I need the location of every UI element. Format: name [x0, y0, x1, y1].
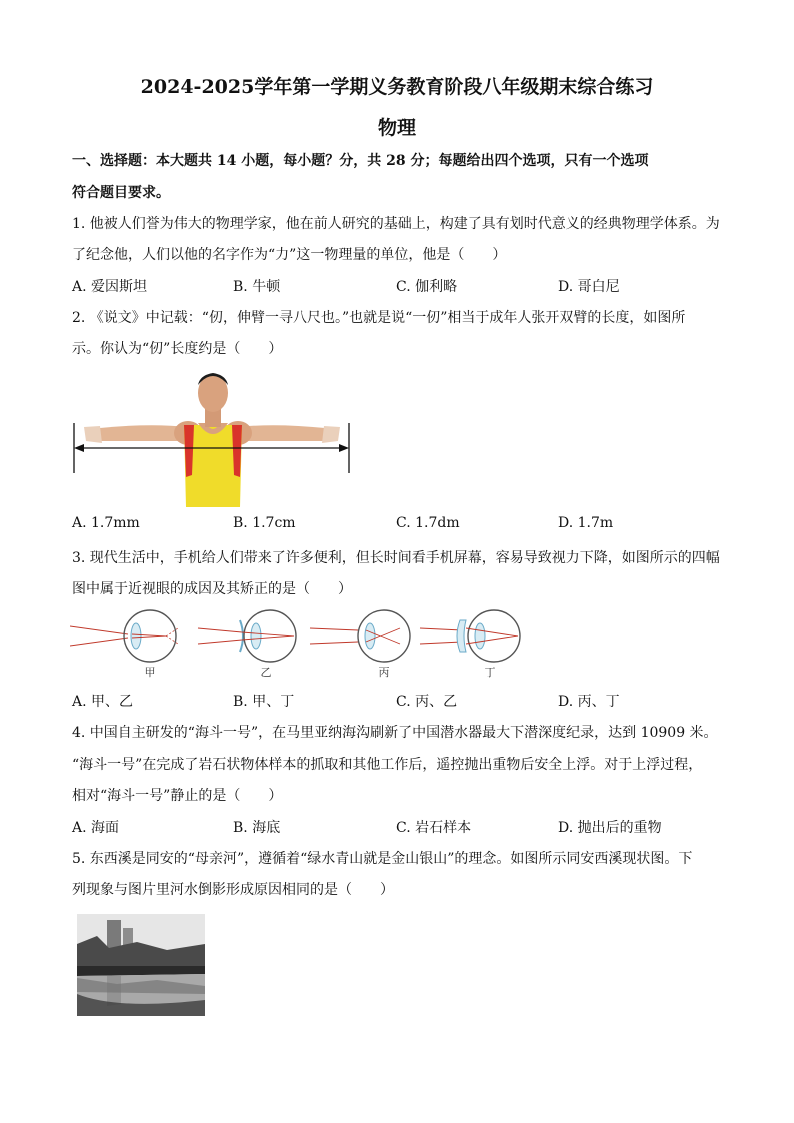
eye-label-ding: 丁 — [484, 666, 496, 679]
q4-option-b: B. 海底 — [233, 820, 281, 836]
q4-line2: “海斗一号”在完成了岩石状物体样本的抓取和其他工作后，遥控抛出重物后安全上浮。对于上浮过程， — [72, 757, 703, 773]
q3-option-a: A. 甲、乙 — [72, 694, 134, 710]
q2-option-a: A. 1.7mm — [72, 515, 140, 531]
eye-diagram-ding — [420, 610, 520, 662]
q3-option-b: B. 甲、丁 — [233, 694, 295, 710]
q4-line1: 4. 中国自主研发的“海斗一号”，在马里亚纳海沟刷新了中国潜水器最大下潜深度纪录，达到 10909 米。 — [72, 725, 718, 741]
q2-option-b: B. 1.7cm — [233, 515, 296, 531]
q4-option-a: A. 海面 — [72, 820, 120, 836]
q1-line1: 1. 他被人们誉为伟大的物理学家，他在前人研究的基础上，构建了具有划时代意义的经典物理学体系。为 — [72, 216, 720, 232]
arm-span-figure — [70, 365, 355, 507]
section-heading-line2: 符合题目要求。 — [72, 185, 170, 201]
q1-option-c: C. 伽利略 — [396, 279, 458, 295]
q1-option-d: D. 哥白尼 — [558, 279, 620, 295]
q2-option-d: D. 1.7m — [558, 515, 614, 531]
q5-line1: 5. 东西溪是同安的“母亲河”，遵循着“绿水青山就是金山银山”的理念。如图所示同安西溪现状图。下 — [72, 851, 693, 867]
q4-option-d: D. 抛出后的重物 — [558, 820, 662, 836]
q3-line1: 3. 现代生活中，手机给人们带来了许多便利，但长时间看手机屏幕，容易导致视力下降，如图所示的四幅 — [72, 550, 720, 566]
q4-line3: 相对“海斗一号”静止的是（ ） — [72, 788, 283, 804]
subject-title: 物理 — [377, 117, 416, 139]
eye-diagram-yi — [198, 610, 296, 662]
q1-option-a: A. 爱因斯坦 — [72, 279, 148, 295]
q2-option-c: C. 1.7dm — [396, 515, 460, 531]
q5-line2: 列现象与图片里河水倒影形成原因相同的是（ ） — [72, 882, 394, 898]
q1-option-b: B. 牛顿 — [233, 279, 281, 295]
q1-line2: 了纪念他，人们以他的名字作为“力”这一物理量的单位，他是（ ） — [72, 247, 507, 263]
q4-option-c: C. 岩石样本 — [396, 820, 472, 836]
section-heading-line1: 一、选择题：本大题共 14 小题，每小题？分，共 28 分；每题给出四个选项，只有一个选项 — [72, 153, 649, 169]
right-hand — [322, 426, 340, 443]
q3-option-c: C. 丙、乙 — [396, 694, 458, 710]
q3-line2: 图中属于近视眼的成因及其矫正的是（ ） — [72, 581, 352, 597]
eye-label-bing: 丙 — [378, 666, 390, 679]
exam-title: 2024-2025学年第一学期义务教育阶段八年级期末综合练习 — [140, 76, 654, 98]
eye-label-yi: 乙 — [260, 666, 272, 679]
eye-diagrams-figure — [70, 606, 530, 682]
eye-diagram-bing — [310, 610, 410, 662]
q2-line2: 示。你认为“仞”长度约是（ ） — [72, 341, 283, 357]
q2-line1: 2. 《说文》中记载：“仞，伸臂一寻八尺也。”也就是说“一仞”相当于成年人张开双臂的长度，如图所 — [72, 310, 686, 326]
river-reflection-photo — [77, 914, 205, 1016]
eye-diagram-jia — [70, 610, 178, 662]
eye-label-jia: 甲 — [144, 666, 156, 679]
q3-option-d: D. 丙、丁 — [558, 694, 620, 710]
left-hand — [84, 426, 102, 443]
